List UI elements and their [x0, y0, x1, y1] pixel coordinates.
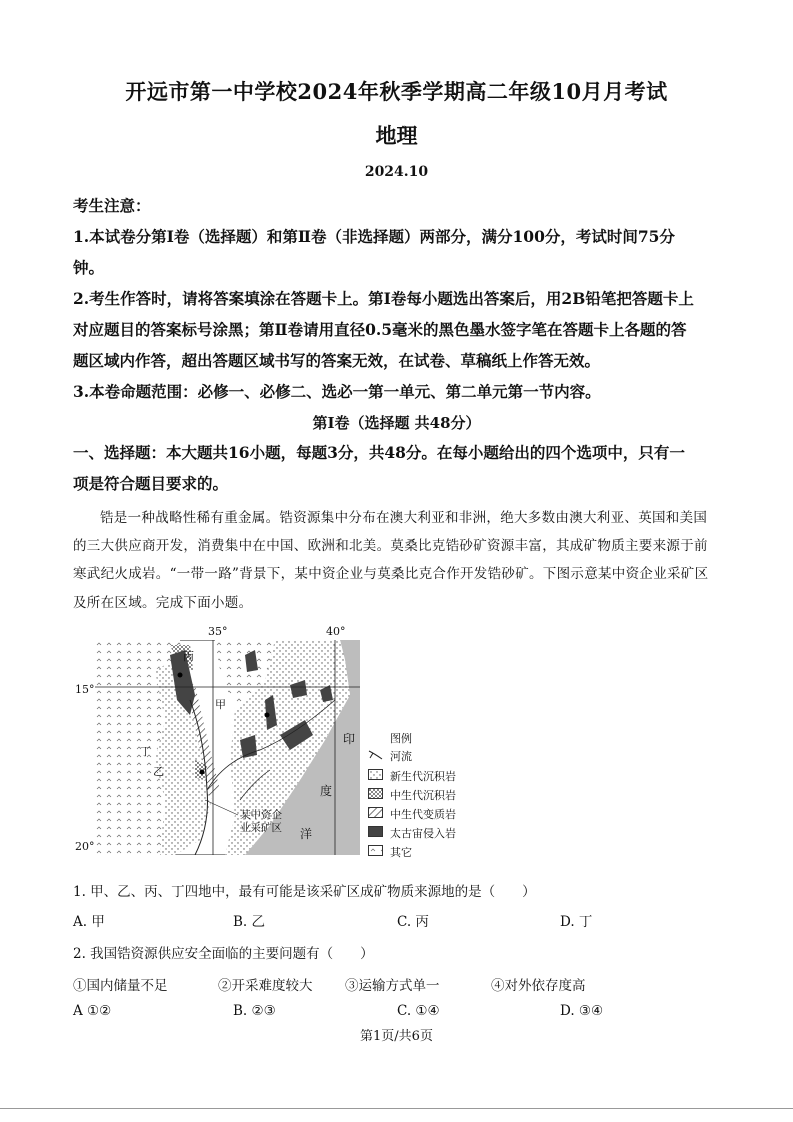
legend-title: 图例: [390, 732, 412, 745]
part-one-line-2: 项是符合题目要求的。: [73, 474, 229, 493]
map-label-ding: 丁: [140, 745, 151, 758]
map-label-yi: 乙: [153, 765, 164, 778]
map-label-ocean-1: 印: [343, 732, 356, 746]
map-label-mine-2: 业采矿区: [240, 822, 282, 834]
notice-line-1b: 钟。: [73, 258, 105, 277]
map-label-mine-1: 某中资企: [240, 809, 282, 821]
question-2-option-c: C. ①④: [397, 1003, 440, 1019]
question-1-option-b: B. 乙: [233, 914, 266, 930]
notice-line-1: 1.本试卷分第Ⅰ卷（选择题）和第Ⅱ卷（非选择题）两部分，满分100分，考试时间75分: [73, 227, 675, 246]
archean-intrusive-swatch: [368, 826, 383, 837]
map-lat-20: 20°: [75, 840, 95, 853]
question-2-choice-4: ④对外依存度高: [491, 978, 586, 994]
legend-river: 河流: [390, 750, 412, 763]
exam-date: 2024.10: [364, 164, 429, 180]
notice-line-2: 2.考生作答时，请将答案填涂在答题卡上。第Ⅰ卷每小题选出答案后，用2B铅笔把答题卡上: [73, 289, 694, 308]
map-lon-40: 40°: [326, 625, 346, 638]
question-2-choice-3: ③运输方式单一: [345, 978, 440, 994]
question-2-option-a: A ①②: [73, 1003, 112, 1019]
question-2-option-b: B. ②③: [233, 1003, 276, 1019]
map-label-bing: 丙: [183, 650, 194, 663]
legend-archean-intrusive: 太古宙侵入岩: [390, 827, 456, 840]
map-label-ocean-2: 度: [320, 784, 333, 798]
cenozoic-sediment-swatch: [368, 769, 383, 780]
page-number: 第1页/共6页: [360, 1029, 433, 1044]
question-2-stem: 2. 我国锆资源供应安全面临的主要问题有（ ）: [73, 946, 374, 962]
passage-line-2: 的三大供应商开发，消费集中在中国、欧洲和北美。莫桑比克锆砂矿资源丰富，其成矿物质主要来源于前: [73, 538, 708, 554]
legend-cenozoic-sediment: 新生代沉积岩: [390, 770, 456, 783]
river-icon: [368, 749, 383, 760]
other-rock-swatch: [368, 845, 383, 856]
notice-heading: 考生注意：: [73, 196, 151, 215]
subject-title: 地理: [375, 123, 418, 148]
question-2-choice-2: ②开采难度较大: [218, 978, 313, 994]
map-lat-15: 15°: [75, 683, 95, 696]
section-title: 第Ⅰ卷（选择题 共48分）: [312, 414, 481, 432]
question-2-option-d: D. ③④: [560, 1003, 604, 1019]
notice-line-2c: 题区域内作答，超出答题区域书写的答案无效，在试卷、草稿纸上作答无效。: [73, 351, 601, 370]
mesozoic-sediment-swatch: [368, 788, 383, 799]
exam-title: 开远市第一中学校2024年秋季学期高二年级10月月考试: [125, 79, 668, 104]
question-1-option-a: A. 甲: [73, 914, 105, 930]
question-2-choice-1: ①国内储量不足: [73, 978, 168, 994]
notice-line-3: 3.本卷命题范围：必修一、必修二、选必一第一单元、第二单元第一节内容。: [73, 382, 601, 401]
passage-line-3: 寒武纪火成岩。“一带一路”背景下，某中资企业与莫桑比克合作开发锆砂矿。下图示意某中资企业采矿区: [73, 566, 709, 582]
legend-mesozoic-metamorphic: 中生代变质岩: [390, 808, 456, 821]
legend-other: 其它: [390, 846, 412, 859]
passage-line-1: 锆是一种战略性稀有重金属。锆资源集中分布在澳大利亚和非洲，绝大多数由澳大利亚、英国和美国: [100, 510, 708, 526]
part-one-line-1: 一、选择题：本大题共16小题，每题3分，共48分。在每小题给出的四个选项中，只有一: [73, 443, 685, 462]
map-label-ocean-3: 洋: [300, 827, 313, 841]
passage-line-4: 及所在区域。完成下面小题。: [73, 595, 253, 611]
legend-mesozoic-sediment: 中生代沉积岩: [390, 789, 456, 802]
question-1-option-c: C. 丙: [397, 914, 429, 930]
mesozoic-metamorphic-swatch: [368, 807, 383, 818]
question-1-stem: 1. 甲、乙、丙、丁四地中，最有可能是该采矿区成矿物质来源地的是（ ）: [73, 884, 536, 900]
page-bottom-divider: [0, 1108, 793, 1109]
geology-map-svg: [95, 640, 360, 855]
question-1-option-d: D. 丁: [560, 914, 593, 930]
geology-map: [95, 640, 360, 859]
notice-line-2b: 对应题目的答案标号涂黑；第Ⅱ卷请用直径0.5毫米的黑色墨水签字笔在答题卡上各题的答: [73, 320, 687, 339]
map-lon-35: 35°: [208, 625, 228, 638]
map-label-jia: 甲: [215, 698, 226, 711]
